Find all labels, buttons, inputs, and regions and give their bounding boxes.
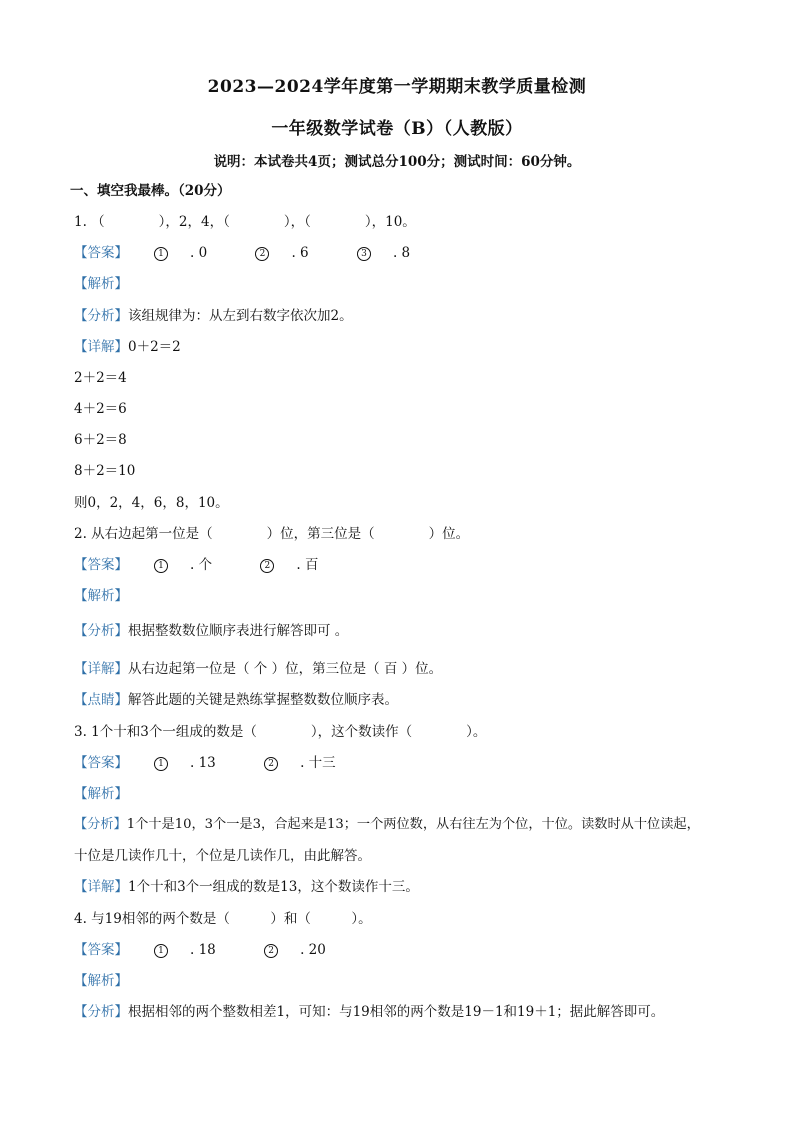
detail-line: 2＋2＝4: [74, 370, 127, 386]
question-1-fenxi: 【分析】该组规律为：从左到右数字依次加2。: [74, 308, 353, 324]
circle-number: 1: [154, 757, 168, 771]
question-2-answer: [74, 555, 362, 575]
circle-number: 2: [264, 757, 278, 771]
question-2-comment: 【点睛】解答此题的关键是熟练掌握整数数位顺序表。: [74, 692, 398, 708]
page-subtitle: 一年级数学试卷（B）（人教版）: [271, 119, 523, 139]
fenxi-tag: 【分析】: [74, 817, 127, 832]
answer-item: 2 . 20: [264, 940, 348, 960]
analysis-tag: 【解析】: [74, 276, 128, 292]
answer-item: 1 . 13: [154, 753, 238, 773]
detail-tag: 【详解】: [74, 879, 128, 895]
detail-line: 4＋2＝6: [74, 401, 127, 417]
analysis-tag: 【解析】: [74, 588, 128, 604]
circle-number: 2: [264, 944, 278, 958]
circle-number: 1: [154, 559, 168, 573]
fenxi-tag: 【分析】: [74, 308, 128, 324]
answer-tag: 【答案】: [74, 755, 128, 771]
question-3-fenxi: 【分析】1个十是10，3个一是3，合起来是13；一个两位数，从右往左为个位，十位。读数时从十位读起，: [74, 817, 700, 832]
circle-number: 2: [255, 247, 269, 261]
section-heading: 一、填空我最棒。（20分）: [70, 183, 231, 199]
answer-tag: 【答案】: [74, 557, 128, 573]
question-4-answer: [74, 940, 370, 960]
fenxi-tag: 【分析】: [74, 623, 128, 639]
question-1-stem: 1. （ ），2，4，（ ），（ ），10。: [74, 214, 416, 230]
answer-item: 2 . 十三: [264, 753, 358, 773]
question-3-detail: 【详解】1个十和3个一组成的数是13，这个数读作十三。: [74, 879, 419, 895]
circle-number: 1: [154, 247, 168, 261]
question-4-stem: 4. 与19相邻的两个数是（ ）和（ ）。: [74, 911, 372, 927]
answer-item: 1 . 18: [154, 940, 238, 960]
page-title: 2023—2024学年度第一学期期末教学质量检测: [207, 77, 587, 97]
circle-number: 1: [154, 944, 168, 958]
fenxi-tag: 【分析】: [74, 1004, 128, 1020]
question-2-stem: 2. 从右边起第一位是（ ）位，第三位是（ ）位。: [74, 526, 470, 542]
detail-line: 8＋2＝10: [74, 463, 136, 479]
question-1-answer: [74, 243, 454, 263]
circle-number: 2: [260, 559, 274, 573]
comment-tag: 【点睛】: [74, 692, 128, 708]
circle-number: 3: [357, 247, 371, 261]
answer-item: 2 . 百: [260, 555, 340, 575]
answer-item: 2 . 6: [255, 243, 330, 263]
detail-tag: 【详解】: [74, 339, 128, 355]
answer-tag: 【答案】: [74, 942, 128, 958]
answer-item: 1 . 0: [154, 243, 229, 263]
answer-item: 3 . 8: [357, 243, 432, 263]
question-2-detail: 【详解】从右边起第一位是（ 个 ）位，第三位是（ 百 ）位。: [74, 661, 443, 677]
question-4-fenxi: 【分析】根据相邻的两个整数相差1，可知：与19相邻的两个数是19－1和19＋1；据此解答即可。: [74, 1004, 665, 1020]
analysis-tag: 【解析】: [74, 786, 128, 802]
question-3-answer: [74, 753, 380, 773]
detail-tag: 【详解】: [74, 661, 128, 677]
fenxi-continued: 十位是几读作几十，个位是几读作几，由此解答。: [74, 848, 371, 864]
exam-note: 说明：本试卷共4页；测试总分100分；测试时间：60分钟。: [213, 154, 581, 170]
analysis-tag: 【解析】: [74, 973, 128, 989]
answer-item: 1 . 个: [154, 555, 234, 575]
question-1-detail: 【详解】0＋2＝2: [74, 339, 181, 355]
answer-tag: 【答案】: [74, 245, 128, 261]
detail-line: 则0，2，4，6，8，10。: [74, 495, 229, 511]
question-3-stem: 3. 1个十和3个一组成的数是（ ），这个数读作（ ）。: [74, 724, 487, 740]
detail-line: 6＋2＝8: [74, 432, 127, 448]
question-2-fenxi: 【分析】根据整数数位顺序表进行解答即可 。: [74, 623, 349, 639]
